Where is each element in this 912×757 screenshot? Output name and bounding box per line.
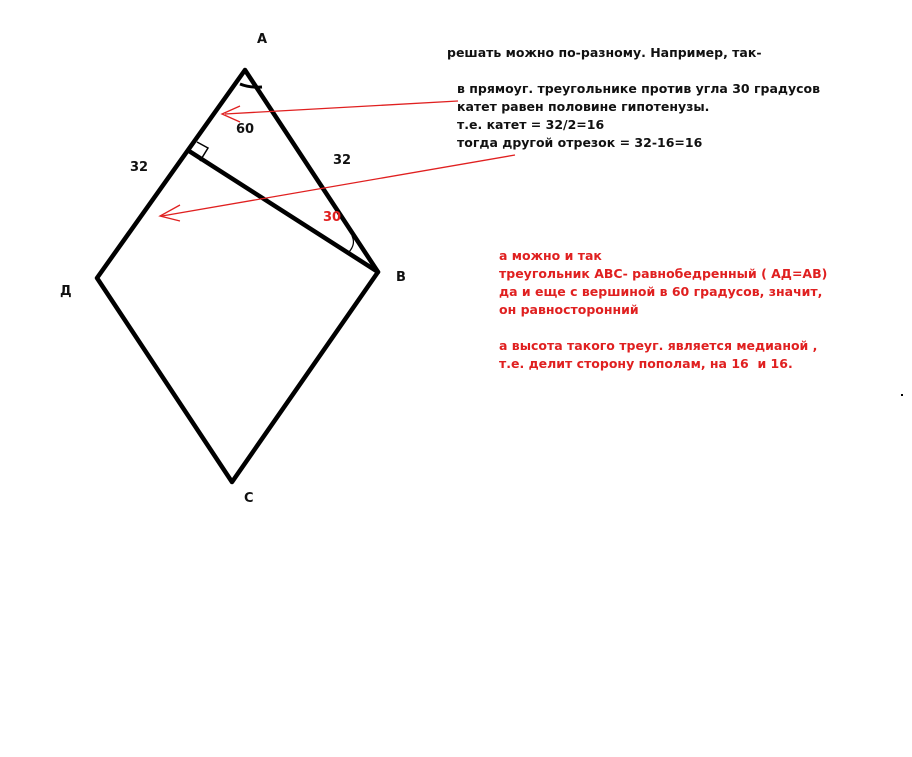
- angle-b-value: 30: [323, 210, 342, 225]
- vertex-label-d: Д: [60, 284, 72, 299]
- solution2-line: да и еще с вершиной в 60 градусов, значит,: [499, 284, 823, 299]
- side-ad-length: 32: [130, 160, 149, 175]
- solution2-line: т.е. делит сторону пополам, на 16 и 16.: [499, 356, 793, 371]
- height-from-b: [189, 151, 378, 272]
- solution1-block: [457, 80, 820, 152]
- solution2-line: а можно и так: [499, 248, 602, 263]
- solution2-line: а высота такого треуг. является медианой ,: [499, 338, 818, 353]
- solution1-line: тогда другой отрезок = 32-16=16: [457, 135, 703, 150]
- solution1-heading: решать можно по-разному. Например, так-: [447, 45, 762, 60]
- side-ab-length: 32: [333, 153, 352, 168]
- stray-dot: [901, 394, 903, 396]
- annotation-arrow-1: [222, 101, 458, 122]
- solution1-line: катет равен половине гипотенузы.: [457, 99, 710, 114]
- solution1-line: т.е. катет = 32/2=16: [457, 117, 605, 132]
- solution2-spacer: [499, 319, 827, 337]
- vertex-label-a: А: [257, 32, 268, 47]
- vertex-label-c: С: [244, 491, 254, 506]
- angle-a-arc: [240, 84, 262, 87]
- solution2-line: треугольник АВС- равнобедренный ( АД=АВ): [499, 266, 828, 281]
- solution2-line: он равносторонний: [499, 302, 639, 317]
- solution1-line: в прямоуг. треугольнике против угла 30 градусов: [457, 81, 821, 96]
- angle-b-arc: [349, 236, 353, 252]
- vertex-label-b: В: [396, 270, 406, 285]
- angle-a-value: 60: [236, 122, 255, 137]
- solution2-block: [499, 247, 827, 373]
